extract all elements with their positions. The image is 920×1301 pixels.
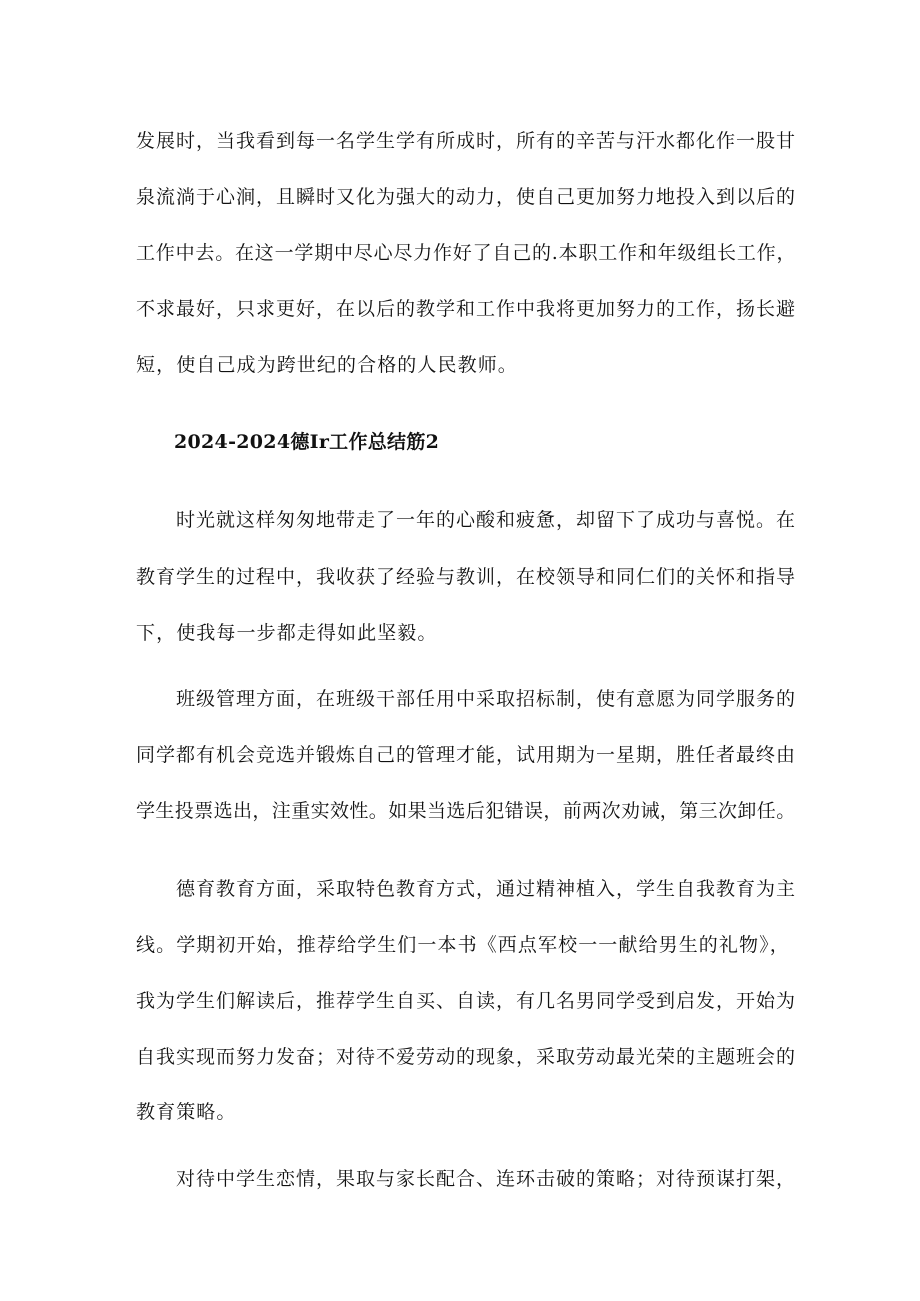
text-line: 教育学生的过程中，我收获了经验与教训，在校领导和同仁们的关怀和指导 [136, 566, 796, 588]
section-heading: 2024-2024德Ir工作总结筋2 [174, 431, 440, 453]
text-line: 不求最好，只求更好，在以后的教学和工作中我将更加努力的工作，扬长避 [136, 298, 796, 320]
text-line: 对待中学生恋情，果取与家长配合、连环击破的策略；对待预谋打架， [176, 1168, 796, 1190]
text-line: 发展时，当我看到每一名学生学有所成时，所有的辛苦与汗水都化作一股甘 [136, 130, 796, 152]
text-line: 学生投票选出，注重实效性。如果当选后犯错误，前两次劝诫，第三次卸任。 [136, 800, 796, 822]
text-line: 教育策略。 [136, 1101, 237, 1123]
text-line: 我为学生们解读后，推荐学生自买、自读，有几名男同学受到启发，开始为 [136, 990, 796, 1012]
text-line: 短，使自己成为跨世纪的合格的人民教师。 [136, 354, 518, 376]
text-line: 德育教育方面，采取特色教育方式，通过精神植入，学生自我教育为主 [176, 878, 796, 900]
text-line: 自我实现而努力发奋；对待不爱劳动的现象，采取劳动最光荣的主题班会的 [136, 1046, 796, 1068]
text-line: 下，使我每一步都走得如此坚毅。 [136, 622, 438, 644]
text-line: 同学都有机会竞选并锻炼自己的管理才能，试用期为一星期，胜任者最终由 [136, 744, 796, 766]
text-line: 工作中去。在这一学期中尽心尽力作好了自己的.本职工作和年级组长工作， [136, 242, 796, 264]
text-line: 时光就这样匆匆地带走了一年的心酸和疲惫，却留下了成功与喜悦。在 [176, 509, 796, 531]
text-line: 泉流淌于心涧，且瞬时又化为强大的动力，使自己更加努力地投入到以后的 [136, 186, 796, 208]
text-line: 班级管理方面，在班级干部任用中采取招标制，使有意愿为同学服务的 [176, 688, 796, 710]
text-line: 线。学期初开始，推荐给学生们一本书《西点军校一一献给男生的礼物》， [136, 934, 790, 956]
